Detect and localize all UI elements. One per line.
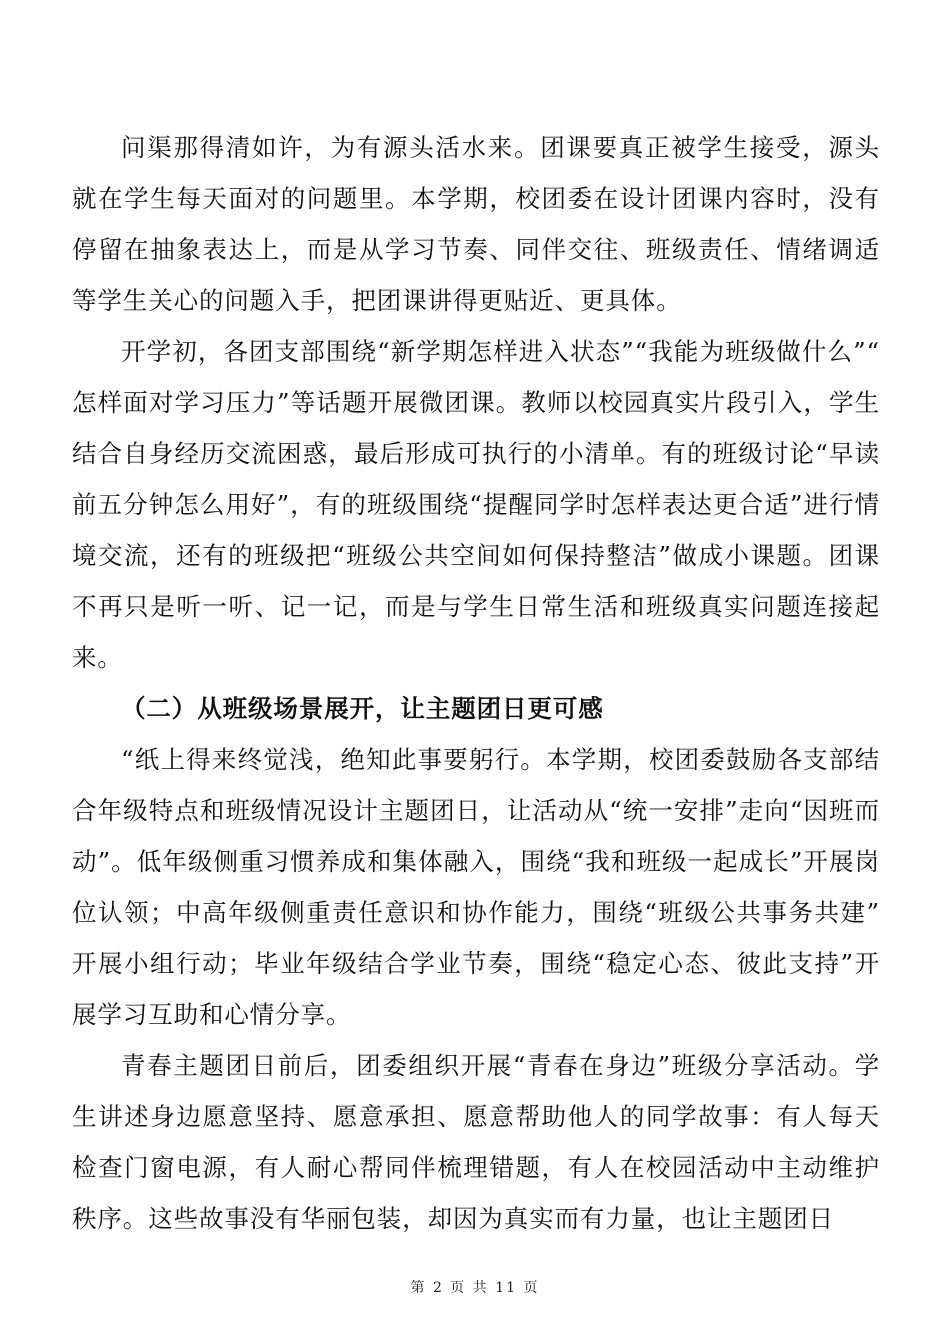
paragraph-2: 开学初，各团支部围绕“新学期怎样进入状态”“我能为班级做什么”“怎样面对学习压力”等话题开展微团课。教师以校园真实片段引入，学生结合自身经历交流困惑，最后形成可执行的小清单。有的班级讨论“早读前五分钟怎么用好”，有的班级围绕“提醒同学时怎样表达更合适”进行情境交流，还有的班级把“班级公共空间如何保持整洁”做成小课题。团课不再只是听一听、记一记，而是与学生日常生活和班级真实问题连接起来。 bbox=[72, 337, 880, 672]
page-number-footer: 第 2 页 共 11 页 bbox=[410, 1280, 540, 1296]
document-body bbox=[72, 122, 880, 1244]
section-heading: （二）从班级场景展开，让主题团日更可感 bbox=[121, 694, 604, 723]
paragraph-4: 青春主题团日前后，团委组织开展“青春在身边”班级分享活动。学生讲述身边愿意坚持、愿意承担、愿意帮助他人的同学故事：有人每天检查门窗电源，有人耐心帮同伴梳理错题，有人在校园活动中主动维护秩序。这些故事没有华丽包装，却因为真实而有力量，也让主题团日 bbox=[72, 1051, 880, 1233]
paragraph-3: “纸上得来终觉浅，绝知此事要躬行。本学期，校团委鼓励各支部结合年级特点和班级情况设计主题团日，让活动从“统一安排”走向“因班而动”。低年级侧重习惯养成和集体融入，围绕“我和班级一起成长”开展岗位认领；中高年级侧重责任意识和协作能力，围绕“班级公共事务共建”开展小组行动；毕业年级结合学业节奏，围绕“稳定心态、彼此支持”开展学习互助和心情分享。 bbox=[72, 745, 880, 1029]
paragraph-1: 问渠那得清如许，为有源头活水来。团课要真正被学生接受，源头就在学生每天面对的问题里。本学期，校团委在设计团课内容时，没有停留在抽象表达上，而是从学习节奏、同伴交往、班级责任、情绪调适等学生关心的问题入手，把团课讲得更贴近、更具体。 bbox=[72, 133, 880, 315]
